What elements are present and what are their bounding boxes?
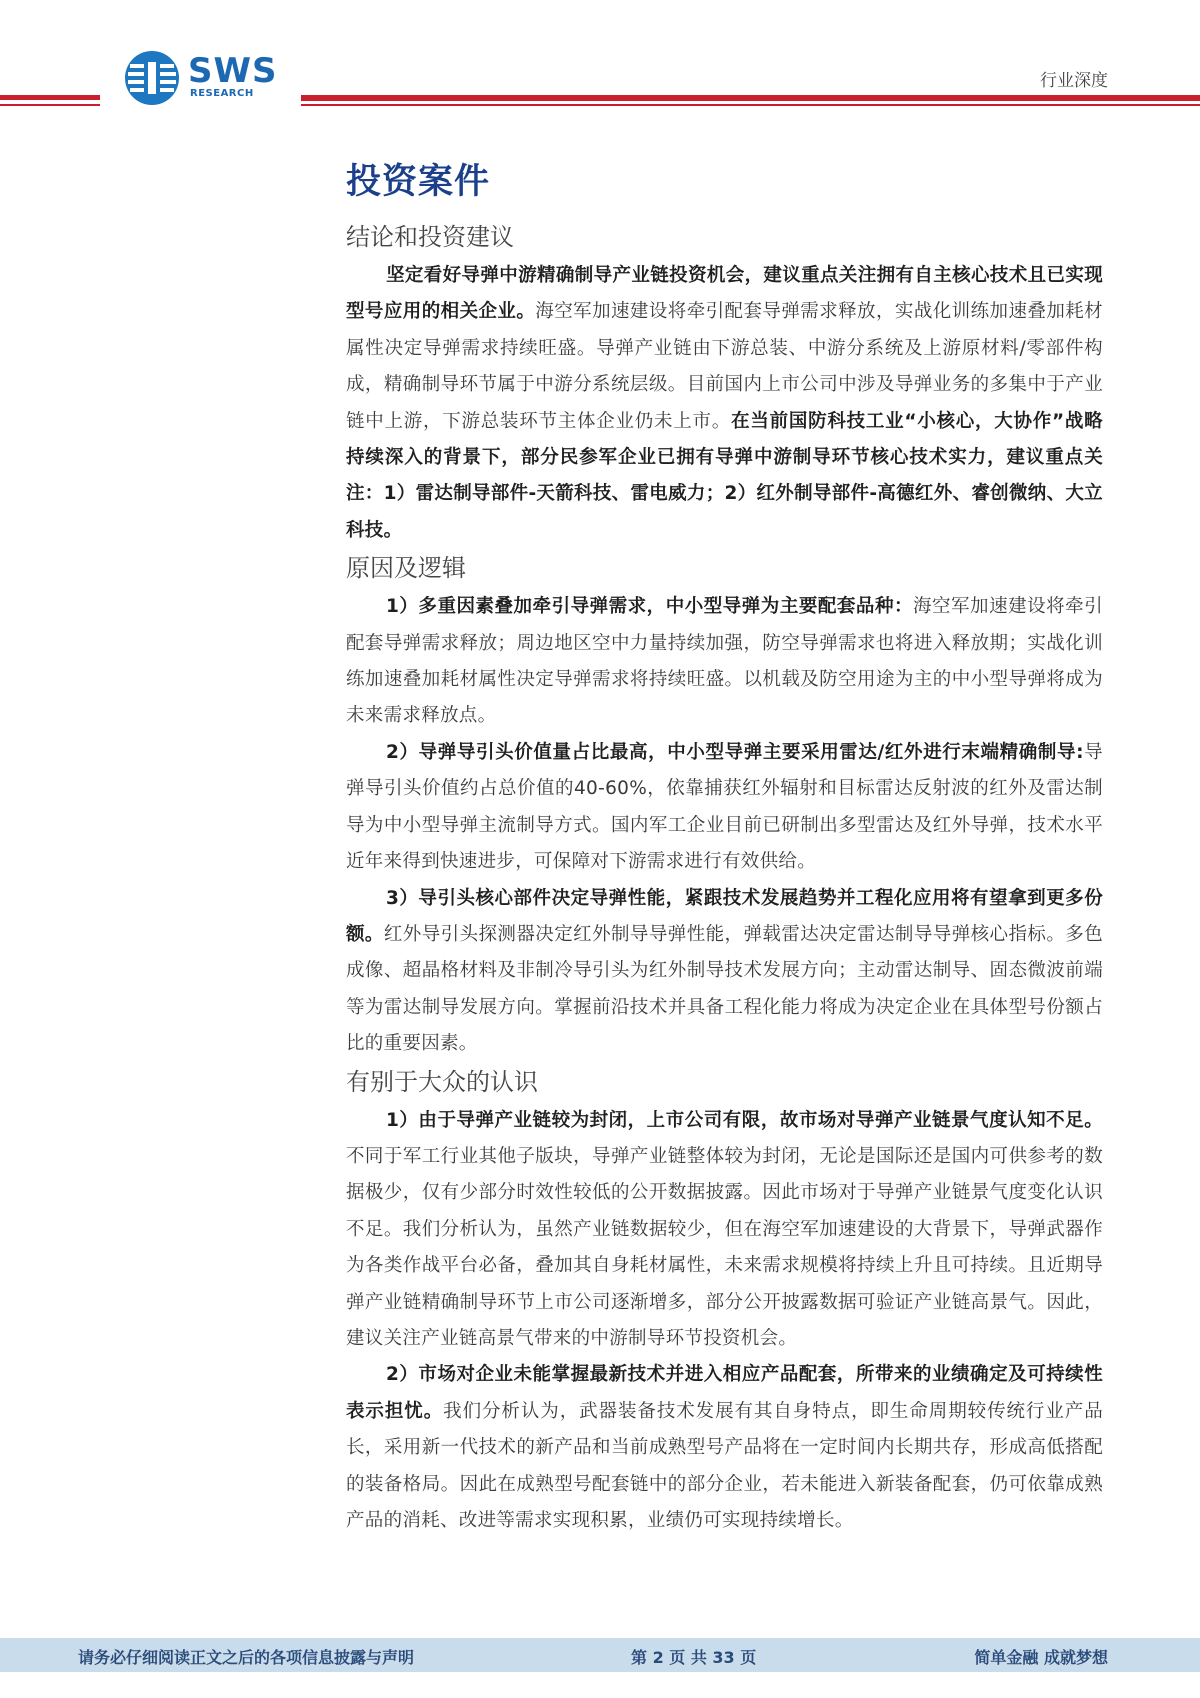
sws-logo-icon xyxy=(124,50,180,106)
brand-subtitle: RESEARCH xyxy=(190,88,254,99)
paragraph xyxy=(346,735,1103,881)
company-logo xyxy=(124,48,284,108)
paragraph xyxy=(346,1357,1103,1539)
section-heading: 结论和投资建议 xyxy=(346,223,514,251)
disclaimer-text: 请务必仔细阅读正文之后的各项信息披露与声明 xyxy=(78,1648,415,1667)
paragraph-bold: 2）导弹导引头价值量占比最高，中小型导弹主要采用雷达/红外进行末端精确制导: xyxy=(386,741,1084,763)
paragraph-bold: 2）市场对企业未能掌握最新技术并进入相应产品配套，所带来的业绩确定及可持续性表示担忧。 xyxy=(346,1364,1103,1422)
paragraph xyxy=(346,881,1103,1063)
paragraph-text: 导弹导引头价值约占总价值的40-60%，依靠捕获红外辐射和目标雷达反射波的红外及雷达制导为中小型导弹主流制导方式。国内军工企业目前已研制出多型雷达及红外导弹，技术水平近年来得到快速进步，可保障对下游需求进行有效供给。 xyxy=(346,741,1103,873)
paragraph-text: 红外导引头探测器决定红外制导导弹性能，弹载雷达决定雷达制导导弹核心指标。多色成像、超晶格材料及非制冷导引头为红外制导技术发展方向；主动雷达制导、固态微波前端等为雷达制导发展方向。掌握前沿技术并具备工程化能力将成为决定企业在具体型号份额占比的重要因素。 xyxy=(346,923,1103,1055)
paragraph-text: 海空军加速建设将牵引配套导弹需求释放；周边地区空中力量持续加强，防空导弹需求也将进入释放期；实战化训练加速叠加耗材属性决定导弹需求将持续旺盛。以机载及防空用途为主的中小型导弹将成为未来需求释放点。 xyxy=(346,596,1103,727)
paragraph-bold: 3）导引头核心部件决定导弹性能，紧跟技术发展趋势并工程化应用将有望拿到更多份额。 xyxy=(346,887,1103,945)
paragraph-bold: 1）由于导弹产业链较为封闭，上市公司有限，故市场对导弹产业链景气度认知不足。 xyxy=(386,1109,1103,1131)
paragraph-text: 不同于军工行业其他子版块，导弹产业链整体较为封闭，无论是国际还是国内可供参考的数据极少，仅有少部分时效性较低的公开数据披露。因此市场对于导弹产业链景气度变化认识不足。我们分析认为，虽然产业链数据较少，但在海空军加速建设的大背景下，导弹武器作为各类作战平台必备，叠加其自身耗材属性，未来需求规模将持续上升且可持续。且近期导弹产业链精确制导环节上市公司逐渐增多，部分公开披露数据可验证产业链高景气。因此，建议关注产业链高景气带来的中游制导环节投资机会。 xyxy=(346,1145,1103,1349)
section-heading: 有别于大众的认识 xyxy=(346,1067,538,1096)
section-heading: 原因及逻辑 xyxy=(346,554,466,583)
header-rule-thin xyxy=(0,104,100,106)
report-type-tag: 行业深度 xyxy=(1040,71,1108,91)
paragraph-bold: 坚定看好导弹中游精确制导产业链投资机会，建议重点关注拥有自主核心技术且已实现型号应用的相关企业。 xyxy=(346,265,1103,323)
header-rule-right xyxy=(301,95,1200,101)
page-title: 投资案件 xyxy=(346,162,491,202)
paragraph-bold: 1）多重因素叠加牵引导弹需求，中小型导弹为主要配套品种： xyxy=(386,596,913,618)
slogan: 简单金融 成就梦想 xyxy=(974,1648,1108,1667)
paragraph-text: 海空军加速建设将牵引配套导弹需求释放，实战化训练加速叠加耗材属性决定导弹需求持续旺盛。导弹产业链由下游总装、中游分系统及上游原材料/零部件构成，精确制导环节属于中游分系统层级。目前国内上市公司中涉及导弹业务的多集中于产业链中上游，下游总装环节主体企业仍未上市。 xyxy=(346,301,1103,432)
paragraph-text: 我们分析认为，武器装备技术发展有其自身特点，即生命周期较传统行业产品长，采用新一代技术的新产品和当前成熟型号产品将在一定时间内长期共存，形成高低搭配的装备格局。因此在成熟型号配套链中的部分企业，若未能进入新装备配套，仍可依靠成熟产品的消耗、改进等需求实现积累，业绩仍可实现持续增长。 xyxy=(346,1400,1103,1531)
page-footer xyxy=(0,1638,1200,1672)
paragraph xyxy=(346,589,1103,735)
brand-name: SWS xyxy=(188,51,278,91)
page-number: 第 2 页 共 33 页 xyxy=(631,1648,757,1667)
header-rule-right-thin xyxy=(301,104,1200,106)
paragraph-bold-2: 在当前国防科技工业“小核心，大协作”战略持续深入的背景下，部分民参军企业已拥有导弹中游制导环节核心技术实力，建议重点关注：1）雷达制导部件-天箭科技、雷电威力；2）红外制导部件-高德红外、睿创微纳、大立科技。 xyxy=(346,410,1103,541)
paragraph xyxy=(346,258,1103,549)
main-content xyxy=(346,158,1103,1539)
paragraph xyxy=(346,1103,1103,1358)
header-rule xyxy=(0,95,100,100)
